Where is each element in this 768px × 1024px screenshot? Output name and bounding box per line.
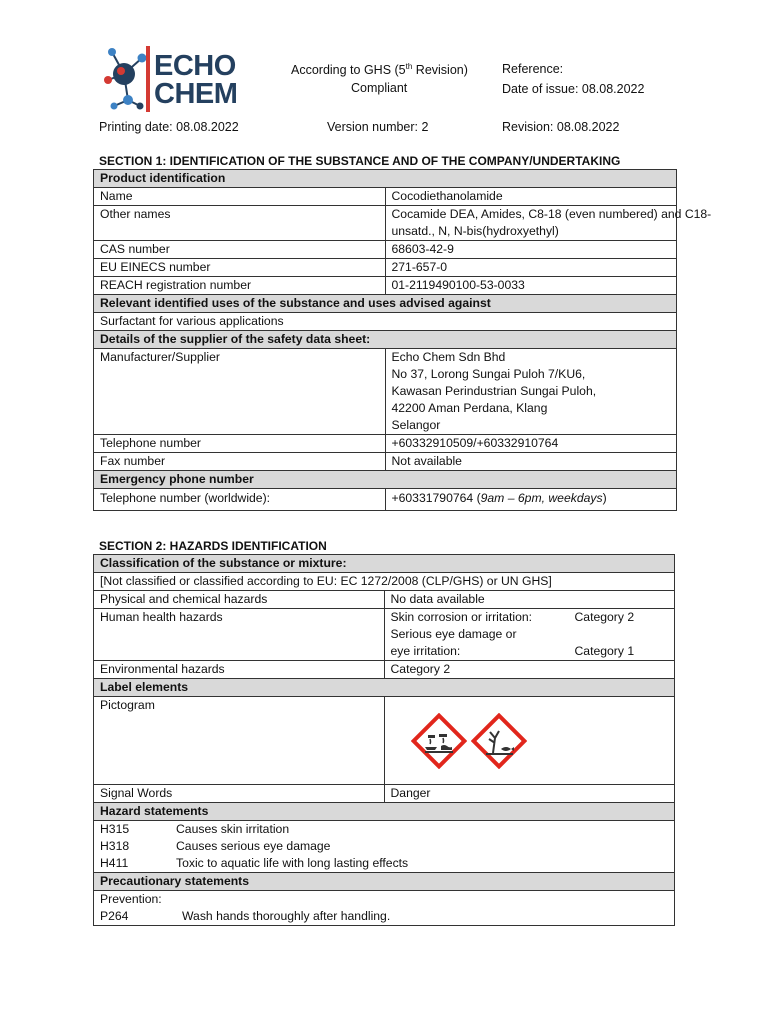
table-row: [94, 435, 677, 453]
emergency-label: Telephone number (worldwide):: [94, 489, 386, 511]
precautionary-list: [94, 891, 675, 926]
physical-hazards-label: Physical and chemical hazards: [94, 591, 385, 609]
signal-words-label: Signal Words: [94, 785, 385, 803]
table-row: [94, 785, 675, 803]
row-value: [385, 206, 712, 241]
supplier-address: [385, 349, 677, 435]
label-elements-heading: Label elements: [94, 679, 675, 697]
skin-irritation-label: Skin corrosion or irritation:: [390, 610, 533, 624]
table-row: [94, 661, 675, 679]
section-2-table: [93, 554, 675, 926]
emergency-close: ): [602, 491, 607, 505]
corrosion-pictogram-icon: [411, 713, 467, 769]
logo-line-2: CHEM: [154, 78, 238, 110]
row-label: REACH registration number: [94, 277, 386, 295]
human-health-value: [384, 609, 675, 661]
emergency-number: +60331790764 (: [391, 491, 481, 505]
table-row: [94, 259, 677, 277]
list-item: H318 Causes serious eye damage: [100, 839, 331, 853]
emergency-hours: 9am – 6pm, weekdays: [480, 491, 603, 505]
list-item: H411 Toxic to aquatic life with long lasting effects: [100, 856, 409, 870]
row-label: Other names: [94, 206, 386, 241]
row-value: 68603-42-9: [385, 241, 677, 259]
supplier-line: Selangor: [391, 418, 441, 432]
precautionary-heading: Precautionary statements: [94, 873, 675, 891]
supplier-line: No 37, Lorong Sungai Puloh 7/KU6,: [391, 367, 586, 381]
table-row: [94, 489, 677, 511]
prevention-label: Prevention:: [100, 892, 162, 906]
other-names-line-2: unsatd., N, N-bis(hydroxyethyl): [391, 224, 559, 238]
pictogram-cell: [384, 697, 675, 785]
telephone-label: Telephone number: [94, 435, 386, 453]
human-health-label: Human health hazards: [94, 609, 385, 661]
company-logo: [100, 44, 250, 116]
skin-category: Category 2: [574, 610, 635, 624]
supplier-line: 42200 Aman Perdana, Klang: [391, 401, 548, 415]
classification-heading: Classification of the substance or mixture:: [94, 555, 675, 573]
ghs-compliance-line-2: Compliant: [351, 81, 408, 95]
revision-date: Revision: 08.08.2022: [502, 120, 620, 134]
supplier-label: Manufacturer/Supplier: [94, 349, 386, 435]
uses-heading: Relevant identified uses of the substance and uses advised against: [94, 295, 677, 313]
environment-pictogram-icon: [471, 713, 527, 769]
pictogram-label: Pictogram: [94, 697, 385, 785]
list-item: H315 Causes skin irritation: [100, 822, 290, 836]
table-row: [94, 188, 677, 206]
row-label: CAS number: [94, 241, 386, 259]
fax-label: Fax number: [94, 453, 386, 471]
eye-irritation-label: eye irritation:: [390, 644, 461, 658]
eye-damage-label: Serious eye damage or: [390, 627, 517, 641]
table-row: [94, 609, 675, 661]
product-identification-heading: Product identification: [94, 170, 677, 188]
printing-date: Printing date: 08.08.2022: [99, 120, 239, 134]
telephone-value: +60332910509/+60332910764: [385, 435, 677, 453]
table-row: [94, 697, 675, 785]
table-row: [94, 453, 677, 471]
row-value: Cocodiethanolamide: [385, 188, 677, 206]
molecule-icon: [100, 44, 150, 114]
table-row: [94, 349, 677, 435]
emergency-heading: Emergency phone number: [94, 471, 677, 489]
environmental-label: Environmental hazards: [94, 661, 385, 679]
logo-divider: [146, 46, 150, 112]
date-of-issue: Date of issue: 08.08.2022: [502, 82, 645, 96]
classification-note: [Not classified or classified according to EU: EC 1272/2008 (CLP/GHS) or UN GHS]: [94, 573, 675, 591]
eye-category: Category 1: [574, 644, 635, 658]
supplier-heading: Details of the supplier of the safety data sheet:: [94, 331, 677, 349]
table-row: [94, 241, 677, 259]
reference-label: Reference:: [502, 62, 564, 76]
table-row: [94, 277, 677, 295]
signal-words-value: Danger: [384, 785, 675, 803]
section-1-title: SECTION 1: IDENTIFICATION OF THE SUBSTANCE AND OF THE COMPANY/UNDERTAKING: [99, 154, 621, 168]
row-value: 01-2119490100-53-0033: [385, 277, 677, 295]
row-label: Name: [94, 188, 386, 206]
fax-value: Not available: [385, 453, 677, 471]
version-number: Version number: 2: [327, 120, 429, 134]
physical-hazards-value: No data available: [384, 591, 675, 609]
row-label: EU EINECS number: [94, 259, 386, 277]
row-value: 271-657-0: [385, 259, 677, 277]
supplier-line: Kawasan Perindustrian Sungai Puloh,: [391, 384, 597, 398]
ghs-compliance-line-1: According to GHS (5th Revision): [291, 61, 468, 77]
table-row: [94, 591, 675, 609]
hazard-statements-heading: Hazard statements: [94, 803, 675, 821]
list-item: P264 Wash hands thoroughly after handling.: [100, 909, 391, 923]
emergency-value: [385, 489, 677, 511]
table-row: [94, 206, 677, 241]
hazard-statements-list: [94, 821, 675, 873]
environmental-value: Category 2: [384, 661, 675, 679]
supplier-line: Echo Chem Sdn Bhd: [391, 350, 506, 364]
section-2-title: SECTION 2: HAZARDS IDENTIFICATION: [99, 539, 327, 553]
logo-line-1: ECHO: [154, 50, 236, 82]
section-1-table: [93, 169, 712, 511]
other-names-line-1: Cocamide DEA, Amides, C8-18 (even numbered) and C18-: [391, 207, 712, 221]
uses-value: Surfactant for various applications: [94, 313, 677, 331]
